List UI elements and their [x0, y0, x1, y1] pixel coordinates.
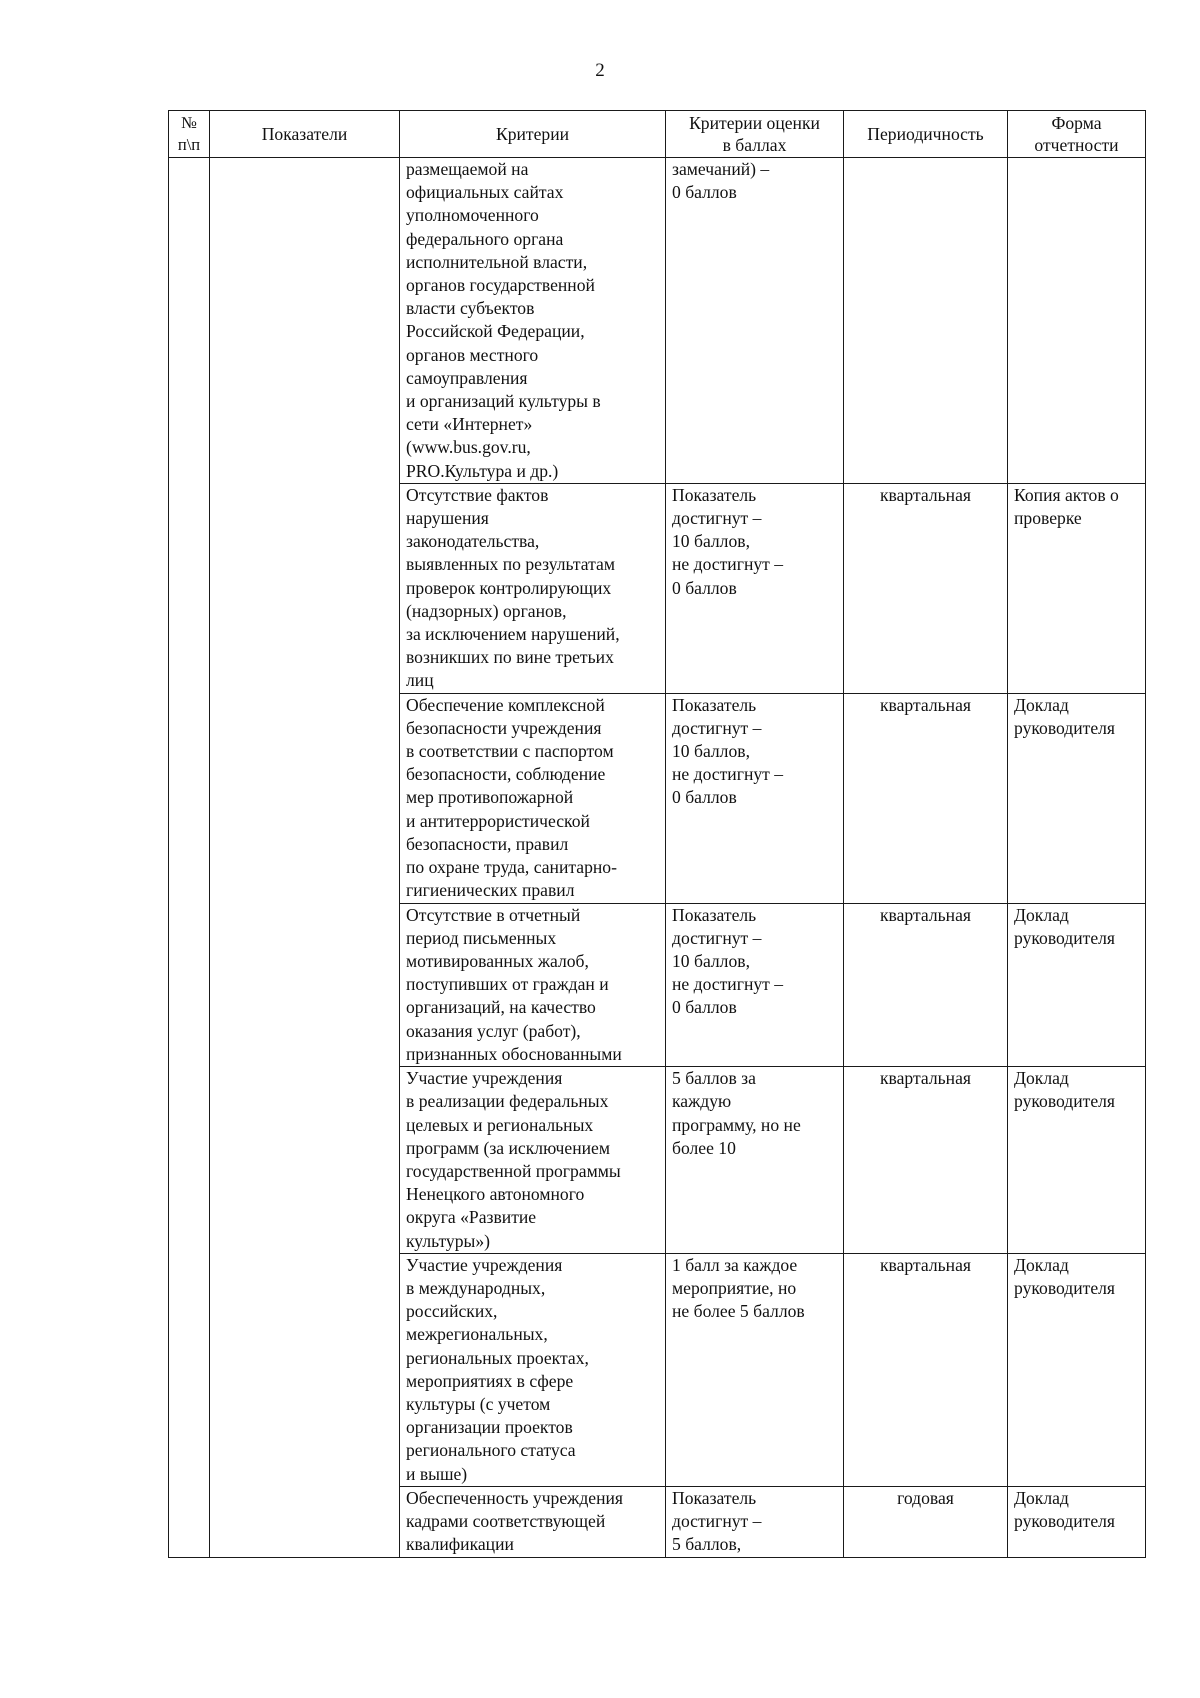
num-cell: [169, 158, 210, 1558]
header-row: [169, 111, 1146, 158]
page-number: 2: [595, 60, 605, 81]
criteria-cell: Участие учреждения в международных, российских, межрегиональных, региональных проектах, мероприятиях в сфере культуры (с учетом организации проектов регионального статуса и выше): [400, 1253, 666, 1486]
periodicity-cell: квартальная: [844, 903, 1008, 1066]
score-cell: Показатель достигнут – 10 баллов, не достигнут – 0 баллов: [666, 483, 844, 693]
periodicity-cell: годовая: [844, 1486, 1008, 1557]
criteria-cell: Отсутствие в отчетный период письменных мотивированных жалоб, поступивших от граждан и организаций, на качество оказания услуг (работ), признанных обоснованными: [400, 903, 666, 1066]
table-row: [169, 158, 1146, 484]
indicator-cell: [210, 158, 400, 1558]
report-form-cell: [1008, 158, 1146, 484]
score-cell: Показатель достигнут – 5 баллов,: [666, 1486, 844, 1557]
header-criteria: Критерии: [400, 111, 666, 158]
score-cell: Показатель достигнут – 10 баллов, не достигнут – 0 баллов: [666, 693, 844, 903]
report-form-cell: Доклад руководителя: [1008, 903, 1146, 1066]
report-form-cell: Доклад руководителя: [1008, 693, 1146, 903]
criteria-cell: Обеспеченность учреждения кадрами соответствующей квалификации: [400, 1486, 666, 1557]
header-periodicity: Периодичность: [844, 111, 1008, 158]
report-form-cell: Копия актов о проверке: [1008, 483, 1146, 693]
criteria-cell: Отсутствие фактов нарушения законодательства, выявленных по результатам проверок контролирующих (надзорных) органов, за исключением нарушений, возникших по вине третьих лиц: [400, 483, 666, 693]
criteria-table: [168, 110, 1146, 1558]
criteria-cell: Участие учреждения в реализации федеральных целевых и региональных программ (за исключением государственной программы Ненецкого автономного округа «Развитие культуры»): [400, 1067, 666, 1254]
score-cell: 5 баллов за каждую программу, но не более 10: [666, 1067, 844, 1254]
header-report-form: Форма отчетности: [1008, 111, 1146, 158]
header-indicators: Показатели: [210, 111, 400, 158]
header-num: № п\п: [169, 111, 210, 158]
score-cell: замечаний) – 0 баллов: [666, 158, 844, 484]
criteria-cell: размещаемой на официальных сайтах уполномоченного федерального органа исполнительной власти, органов государственной власти субъектов Российской Федерации, органов местного самоуправления и организаций культуры в сети «Интернет» (www.bus.gov.ru, PRO.Культура и др.): [400, 158, 666, 484]
table-body: [169, 158, 1146, 1558]
report-form-cell: Доклад руководителя: [1008, 1253, 1146, 1486]
header-score: Критерии оценки в баллах: [666, 111, 844, 158]
score-cell: Показатель достигнут – 10 баллов, не достигнут – 0 баллов: [666, 903, 844, 1066]
score-cell: 1 балл за каждое мероприятие, но не более 5 баллов: [666, 1253, 844, 1486]
periodicity-cell: квартальная: [844, 693, 1008, 903]
report-form-cell: Доклад руководителя: [1008, 1486, 1146, 1557]
periodicity-cell: квартальная: [844, 483, 1008, 693]
periodicity-cell: [844, 158, 1008, 484]
criteria-cell: Обеспечение комплексной безопасности учреждения в соответствии с паспортом безопасности, соблюдение мер противопожарной и антитеррористической безопасности, правил по охране труда, санитарно- гигиенических правил: [400, 693, 666, 903]
periodicity-cell: квартальная: [844, 1253, 1008, 1486]
periodicity-cell: квартальная: [844, 1067, 1008, 1254]
report-form-cell: Доклад руководителя: [1008, 1067, 1146, 1254]
table-header: [169, 111, 1146, 158]
